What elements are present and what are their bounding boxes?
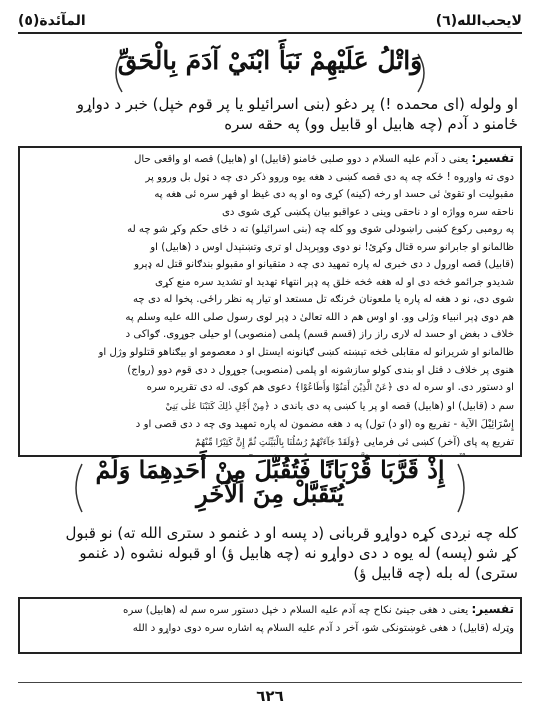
tafseer-line: ظالمانو او جابرانو سره قتال وکړئ! نو دوی ووېرېدل او تری وتښتېدل اوس د (هابیل) او <box>150 241 514 253</box>
page-header <box>18 10 522 34</box>
translation-2-line: کړ شو (پسه) له یوه د دی دواړو نه (چه هابیل ؤ) او قبوله نشوه (د غنمو <box>79 544 518 562</box>
tafseer-line: یعنی د هغی جینئ نکاح چه آدم علیه السلام د خپل دستور سره سم له (هابیل) سره <box>123 605 469 616</box>
tafseer-line: مقبولیت او تقویٰ ئی حسد او رخه (کینه) کړی وه او په دی غیظ او قهر سره ئی هغه په <box>154 189 514 201</box>
tafseer-line: (قابیل) قصه اورول د دی خبری له پاره تمهید دی چه د متقیانو او مقبولو بندګانو قتل له ډېرو <box>134 259 514 271</box>
verse-2-arabic: إِذْ قَرَّبَا قُرْبَانًا فَتُقُبِّلَ مِنْ أَحَدِهِمَا وَلَمْ يُتَقَبَّلْ مِنَ الْآخَرِ <box>95 455 445 508</box>
tafseer-label: تفسیر: <box>471 151 514 165</box>
tafseer-line: شوی دی، نو د هغه له پاره یا ملعونان څرنګه تل مستعد او تیار په نظر راځی. پخوا له دی چه <box>132 294 514 306</box>
tafseer-line: ناحقه سره وواژه او د ناحقی وینی د عواقبو بیان پکښی کړی شوی دی <box>221 206 514 218</box>
tafseer-line: إِسْرَائِيْلَ الآية - تفریع وه (او د) تول) په د هغه مضمون له پاره تمهید وی چه د دی قصی او د <box>135 419 514 431</box>
tafseer-line: هم دوی ډېر انبیاء وژلی وو. او اوس هم د الله تعالیٰ د ډېر لوی رسول صلی الله علیه وسلم په <box>125 311 514 323</box>
header-surah-title: المآئدة(٥) <box>18 13 86 29</box>
tafseer-line: یعنی د آدم علیه السلام د دوو صلبی ځامنو (قابیل) او (هابیل) قصه او واقعی حال <box>133 154 469 165</box>
tafseer-line: دوی ته واوروه ! ځکه چه په دی قصه کښی د هغه یوه وروو ذکر دی چه د ټول بل وروو پر <box>145 171 514 183</box>
tafseer-box-2 <box>18 597 522 654</box>
footer-divider <box>18 682 522 683</box>
tafseer-line: تفریع په پای (آخر) کښی ئی فرمایی <box>363 436 514 448</box>
tafseer-line: او دستور دی. او سره له دی <box>396 382 514 394</box>
quran-quote: مِنْ أَجْلِ ذٰلِكَ كَتَبْنَا عَلٰى بَنِيْ <box>165 401 265 412</box>
page-number: ٦٢٦ <box>256 687 284 705</box>
tafseer-label: تفسیر: <box>471 602 514 616</box>
tafseer-line: خلاف د بغض او حسد له لاری راز راز (قسم قسم) پلمی (منصوبی) او حیلی جوړوی. ګواکی د <box>125 329 514 341</box>
tafseer-line: وټرله (قابیل) د هغی غوښتونکی شو، آخر د آدم علیه السلام په اشاره سره دوی دواړو د الله <box>132 622 514 634</box>
tafseer-line: شدیدو جرائمو څخه دی او له هغه څخه خلق په ډېر انتهاء تهدید او تشدید سره منع کړی <box>155 276 514 288</box>
translation-1-line: ځامنو د آدم (چه هابیل او قابیل وو) په حقه سره <box>224 115 518 133</box>
translation-1 <box>18 92 522 136</box>
tafseer-line: ظالمانو او شریرانو له مقابلی څخه تېښته کښی ګڼانونه ایستل او د معصومو او بیګناهو قتلولو وژل او <box>98 347 514 359</box>
tafseer-line: هنوی پر خلاف د قتل او بندی کولو سازشونه او پلمی (منصوبی) جوړول د دی قوم دوو (رواج) <box>127 364 514 376</box>
translation-1-line: او ولوله (ای محمده !) پر دغو (بنی اسرائیلو یا پر قوم خپل) خبر د دواړو <box>76 95 518 113</box>
translation-2-line: کله چه نږدی کړه دواړو قربانی (د پسه او د غنمو د ستری الله ته) نو قبول <box>65 524 518 542</box>
verse-1-arabic: وَاتْلُ عَلَيْهِمْ نَبَأَ ابْنَيْ آدَمَ بِالْحَقِّ <box>117 46 423 75</box>
tafseer-line: دعوی هم کوی. له دی تقریره سره <box>146 382 292 394</box>
quran-quote: وَلَقَدْ جَآءَتْهُمْ رُسُلُنَا بِالْبَيِّنٰتِ ثُمَّ إِنَّ كَثِيْرًا مِّنْهُمْ <box>195 437 355 448</box>
tafseer-box-1: تفسیر: یعنی د آدم علیه السلام د دوو صلبی ځامنو (قابیل) او (هابیل) قصه او واقعی حال دوی ته واوروه ! ځکه چه په دی قصه کښی د هغه یوه وروو ذکر دی چه د ټول بل وروو پر مقبولیت او تقویٰ ئی حسد او رخه (کینه) کړی وه او په دی غیظ او قهر سره ئی هغه په ناحقه سره وواژه او د ناحقی وینی د عواقبو بیان پکښی کړی شوی دی په رومبی رکوع کښی راښودلی شوی وو کله چه (بنی اسرائیلو) ته د ځای حکم وکړ شو چه له ظالمانو او جابرانو سره قتال وکړئ! نو دوی ووېرېدل او تری وتښتېدل اوس د (هابیل) او (قابیل) قصه اورول د دی خبری له پاره تمهید دی چه د متقیانو او مقبولو بندګانو قتل له ډېرو شدیدو جرائمو څخه دی او له هغه څخه خلق په ډېر انتهاء تهدید او تشدید سره منع کړی شوی دی، نو د هغه له پاره یا ملعونان څرنګه تل مستعد او تیار په نظر راځی. پخوا له دی چه هم دوی ډېر انبیاء وژلی وو. او اوس هم د الله تعالیٰ د ډېر لوی رسول صلی الله علیه وسلم په خلاف د بغض او حسد له لاری راز راز (قسم قسم) پلمی (منصوبی) او حیلی جوړوی. ګواکی د ظالمانو او شریرانو له مقابلی څخه تېښته کښی ګڼانونه ایستل او د معصومو او بیګناهو قتلولو وژل او هنوی پر خلاف د قتل او بندی کولو سازشونه او پلمی (منصوبی) جوړول د دی قوم دوو (رواج) او دستور دی. او سره له دی ﴿عَنْ الَّذِيْنَ أَمَنُوْا وَأَطَاعُوْا﴾ دعوی هم کوی. له دی تقریره سره سم د (قابیل) او (هابیل) قصه او پر یا کښی په دی باندی د ﴿مِنْ أَجْلِ ذٰلِكَ كَتَبْنَا عَلٰى بَنِيْ إِسْرَائِيْلَ الآية - تفریع وه (او د) تول) په د هغه مضمون له پاره تمهید وی چه د دی قصی او د تفریع په پای (آخر) کښی ئی فرمایی ﴿وَلَقَدْ جَآءَتْهُمْ رُسُلُنَا بِالْبَيِّنٰتِ ثُمَّ إِنَّ كَثِيْرًا مِّنْهُمْ <box>18 146 522 457</box>
translation-2 <box>18 521 522 585</box>
tafseer-line: په رومبی رکوع کښی راښودلی شوی وو کله چه (بنی اسرائیلو) ته د ځای حکم وکړ شو چه له <box>127 224 514 236</box>
tafseer-line: سم د (قابیل) او (هابیل) قصه او پر یا کښی په دی باندی د <box>273 400 514 412</box>
quran-quote: عَنْ الَّذِيْنَ أَمَنُوْا وَأَطَاعُوْا <box>300 383 388 394</box>
header-juz-title: لايحب‌الله(٦) <box>435 13 522 29</box>
translation-2-line: ستری) له بله (چه قابیل ؤ) <box>353 564 518 582</box>
